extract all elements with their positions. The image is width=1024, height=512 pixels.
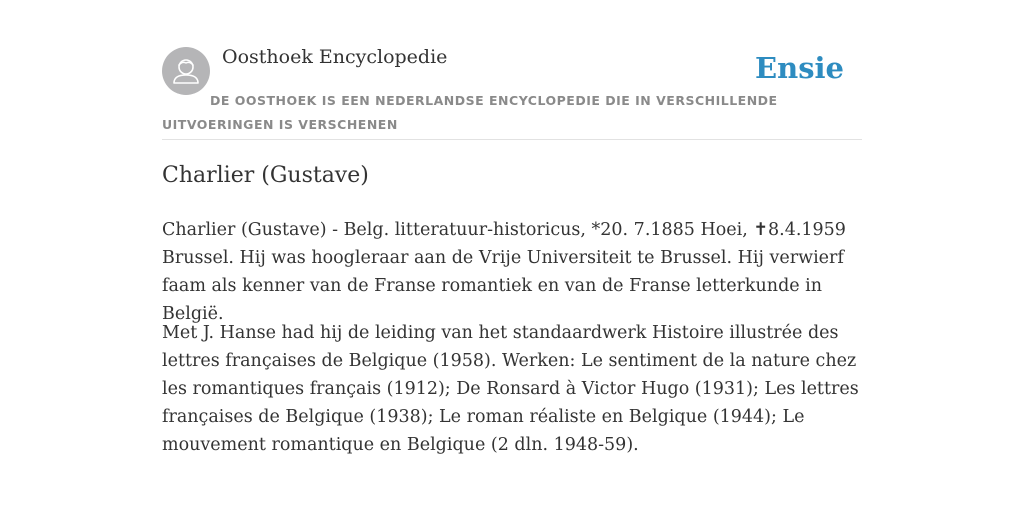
entry-paragraph: Met J. Hanse had hij de leiding van het standaardwerk Histoire illustrée des lettres françaises de Belgique (1958). Werken: Le sentiment de la nature chez les romantiques français (1912); De Ronsard à Victor Hugo (1931); Les lettres françaises de Belgique (1938); Le roman réaliste en Belgique (1944); Le mouvement romantique en Belgique (2 dln. 1948-59). [162,323,859,455]
user-icon [162,47,210,95]
brand-logo[interactable]: Ensie [755,51,844,85]
header [162,0,862,140]
page [162,0,862,455]
avatar[interactable] [162,47,210,95]
entry-paragraph: Charlier (Gustave) - Belg. litteratuur-historicus, *20. 7.1885 Hoei, ✝8.4.1959 Brussel. Hij was hoogleraar aan de Vrije Universiteit te Brussel. Hij verwierf faam als kenner van de Franse romantiek en van de Franse letterkunde in België. [162,220,846,324]
source-name[interactable]: Oosthoek Encyclopedie [222,46,448,68]
entry-title: Charlier (Gustave) [162,163,369,188]
source-tagline: DE OOSTHOEK IS EEN NEDERLANDSE ENCYCLOPEDIE DIE IN VERSCHILLENDE UITVOERINGEN IS VERSCHENEN [162,93,778,132]
